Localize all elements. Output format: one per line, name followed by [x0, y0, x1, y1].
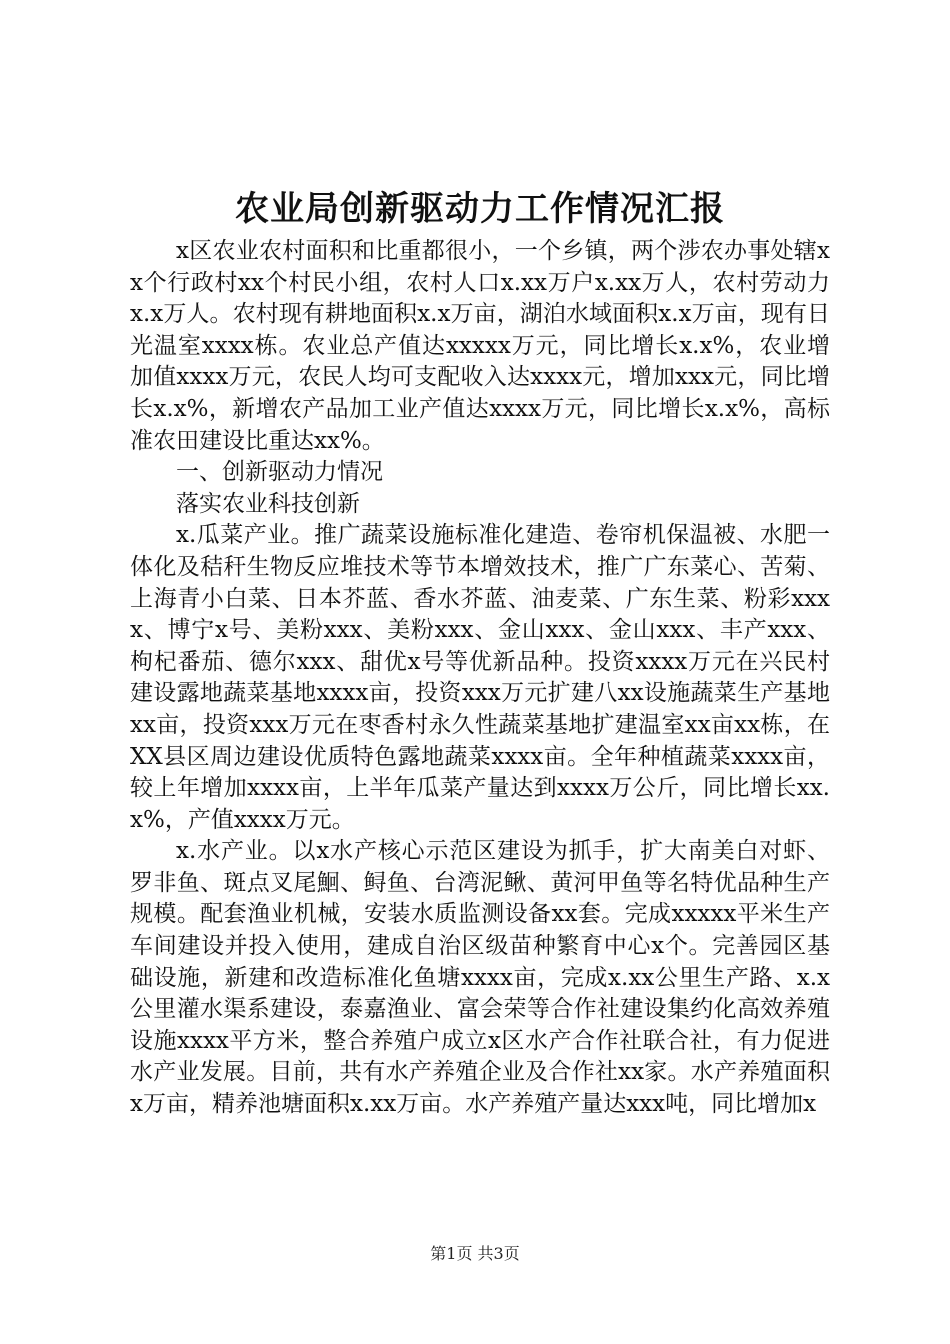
- document-body: [130, 236, 830, 1121]
- document-title: 农业局创新驱动力工作情况汇报: [235, 189, 725, 229]
- subsection-heading: 落实农业科技创新: [176, 490, 360, 517]
- intro-paragraph: x区农业农村面积和比重都很小，一个乡镇，两个涉农办事处辖xx个行政村xx个村民小组，农村人口x.xx万户x.xx万人，农村劳动力x.x万人。农村现有耕地面积x.x万亩，湖泊水域面积x.x万亩，现有日光温室xxxx栋。农业总产值达xxxxx万元，同比增长x.x%，农业增加值xxxx万元，农民人均可支配收入达xxxx元，增加xxx元，同比增长x.x%，新增农产品加工业产值达xxxx万元，同比增长x.x%，高标准农田建设比重达xx%。: [130, 238, 830, 454]
- page-footer: 第1页 共3页: [430, 1244, 520, 1263]
- section-heading: 一、创新驱动力情况: [176, 459, 383, 486]
- vegetable-industry-paragraph: x.瓜菜产业。推广蔬菜设施标准化建造、卷帘机保温被、水肥一体化及秸秆生物反应堆技术等节本增效技术，推广广东菜心、苦菊、上海青小白菜、日本芥蓝、香水芥蓝、油麦菜、广东生菜、粉彩xxxx、博宁x号、美粉xxx、美粉xxx、金山xxx、金山xxx、丰产xxx、枸杞番茄、德尔xxx、甜优x号等优新品种。投资xxxx万元在兴民村建设露地蔬菜基地xxxx亩，投资xxx万元扩建八xx设施蔬菜生产基地xx亩，投资xxx万元在枣香村永久性蔬菜基地扩建温室xx亩xx栋，在XX县区周边建设优质特色露地蔬菜xxxx亩。全年种植蔬菜xxxx亩，较上年增加xxxx亩，上半年瓜菜产量达到xxxx万公斤，同比增长xx.x%，产值xxxx万元。: [130, 522, 830, 833]
- aquaculture-paragraph: x.水产业。以x水产核心示范区建设为抓手，扩大南美白对虾、罗非鱼、斑点叉尾鮰、鲟鱼、台湾泥鳅、黄河甲鱼等名特优品种生产规模。配套渔业机械，安装水质监测设备xx套。完成xxxxx平米生产车间建设并投入使用，建成自治区级苗种繁育中心x个。完善园区基础设施，新建和改造标准化鱼塘xxxx亩，完成x.xx公里生产路、x.x公里灌水渠系建设，泰嘉渔业、富会荣等合作社建设集约化高效养殖设施xxxx平方米，整合养殖户成立x区水产合作社联合社，有力促进水产业发展。目前，共有水产养殖企业及合作社xx家。水产养殖面积x万亩，精养池塘面积x.xx万亩。水产养殖产量达xxx吨，同比增加x: [130, 838, 830, 1118]
